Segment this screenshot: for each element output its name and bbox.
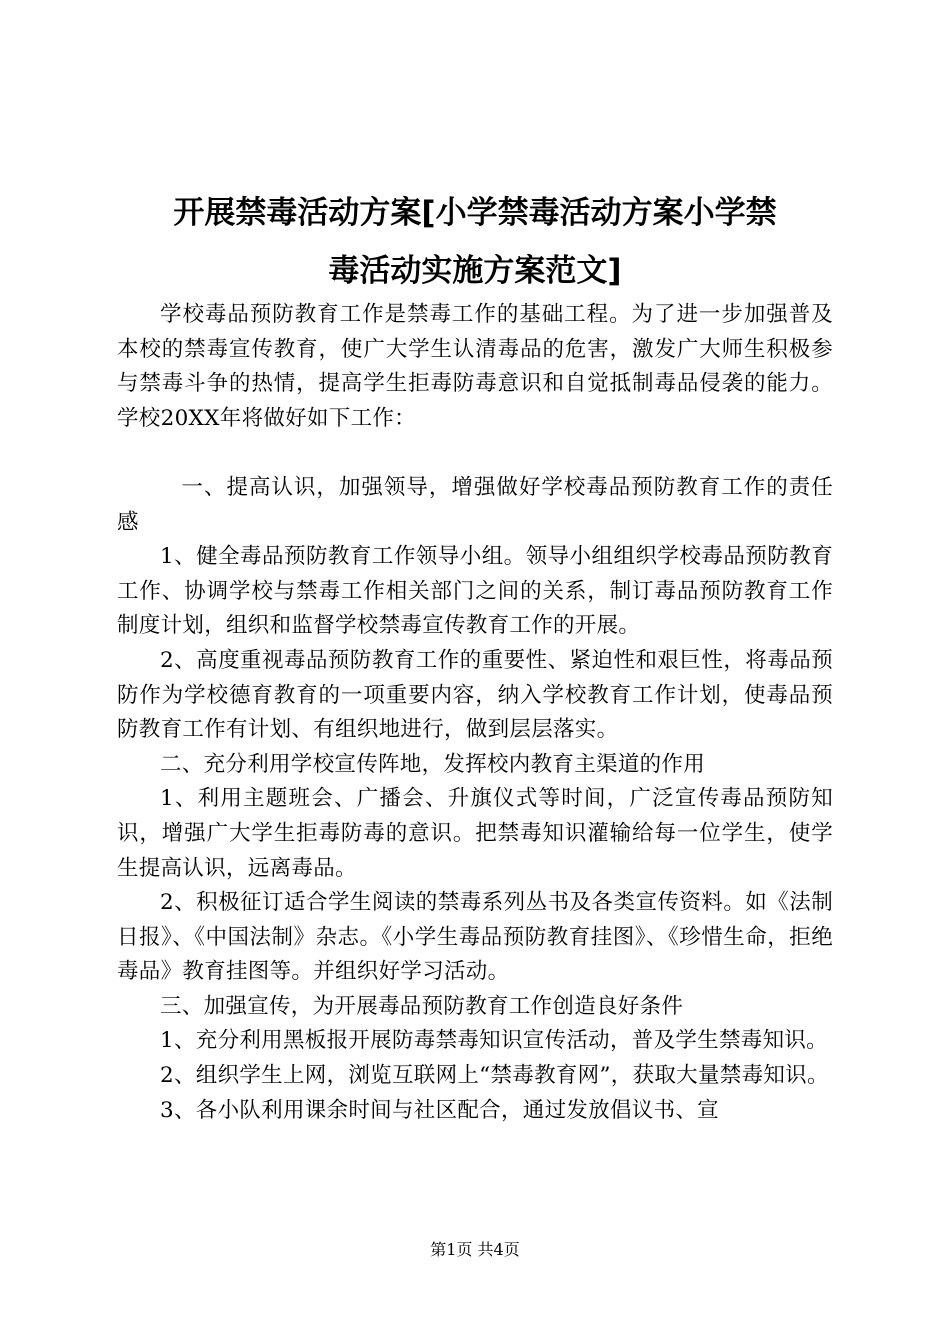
body-paragraph: 1、充分利用黑板报开展防毒禁毒知识宣传活动，普及学生禁毒知识。	[160, 1028, 828, 1054]
section-heading-1: 一、提高认识，加强领导，增强做好学校毒品预防教育工作的责任感	[117, 474, 833, 535]
paragraph-spacer	[117, 436, 833, 471]
document-body	[117, 298, 833, 1128]
body-paragraph: 2、组织学生上网，浏览互联网上“禁毒教育网”，获取大量禁毒知识。	[160, 1063, 829, 1089]
body-paragraph: 2、高度重视毒品预防教育工作的重要性、紧迫性和艰巨性，将毒品预防作为学校德育教育的一项重要内容，纳入学校教育工作计划，使毒品预防教育工作有计划、有组织地进行，做到层层落实。	[117, 647, 833, 743]
body-paragraph: 2、积极征订适合学生阅读的禁毒系列丛书及各类宣传资料。如《法制日报》、《中国法制》杂志。《小学生毒品预防教育挂图》、《珍惜生命，拒绝毒品》教育挂图等。并组织好学习活动。	[117, 890, 833, 985]
body-paragraph: 1、利用主题班会、广播会、升旗仪式等时间，广泛宣传毒品预防知识，增强广大学生拒毒防毒的意识。把禁毒知识灌输给每一位学生，使学生提高认识，远离毒品。	[117, 786, 833, 881]
intro-paragraph: 学校毒品预防教育工作是禁毒工作的基础工程。为了进一步加强普及本校的禁毒宣传教育，使广大学生认清毒品的危害，激发广大师生积极参与禁毒斗争的热情，提高学生拒毒防毒意识和自觉抵制毒品侵袭的能力。学校20XX年将做好如下工作：	[117, 302, 833, 431]
body-paragraph: 1、健全毒品预防教育工作领导小组。领导小组组织学校毒品预防教育工作、协调学校与禁毒工作相关部门之间的关系，制订毒品预防教育工作制度计划，组织和监督学校禁毒宣传教育工作的开展。	[117, 544, 833, 639]
title-line-2: 毒活动实施方案范文]	[328, 253, 622, 289]
body-paragraph: 3、各小队利用课余时间与社区配合，通过发放倡议书、宣	[160, 1097, 719, 1123]
section-heading-3: 三、加强宣传，为开展毒品预防教育工作创造良好条件	[160, 993, 684, 1019]
page-footer: 第1页 共4页	[430, 1240, 520, 1259]
section-heading-2: 二、充分利用学校宣传阵地，发挥校内教育主渠道的作用	[160, 751, 706, 777]
title-line-1: 开展禁毒活动方案[小学禁毒活动方案小学禁	[173, 195, 777, 231]
document-title	[110, 184, 840, 300]
